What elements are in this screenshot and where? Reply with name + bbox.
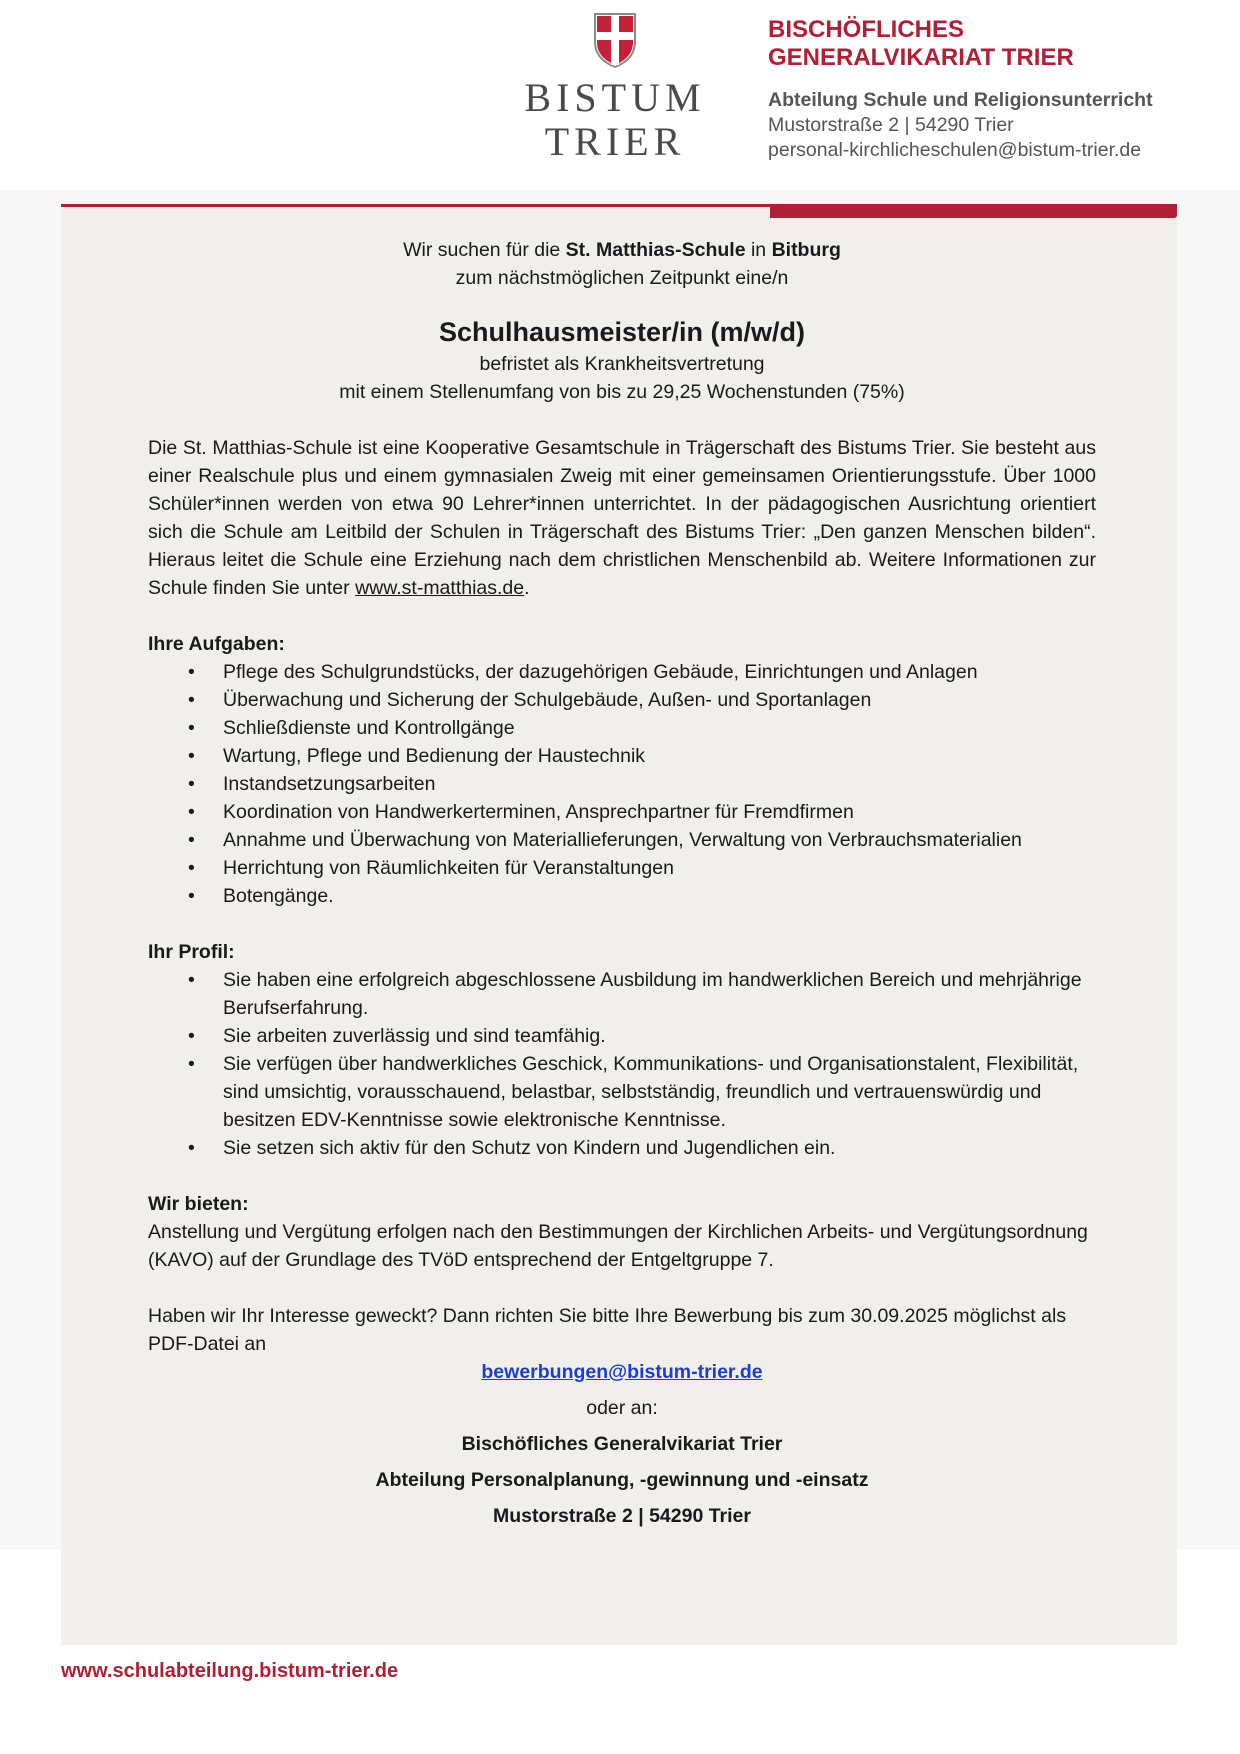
org-address: Mustorstraße 2 | 54290 Trier — [768, 114, 1014, 136]
application-text: Haben wir Ihr Interesse geweckt? Dann richten Sie bitte Ihre Bewerbung bis zum 30.09.2025 möglichst als PDF-Datei an — [148, 1305, 1067, 1355]
bullet-icon: • — [188, 829, 195, 851]
school-name: St. Matthias-Schule — [565, 239, 746, 261]
application-org: Bischöfliches Generalvikariat Trier — [461, 1433, 783, 1455]
list-item: • Sie arbeiten zuverlässig und sind teamfähig. — [148, 1022, 1096, 1050]
bullet-icon: • — [188, 857, 195, 879]
school-description: Die St. Matthias-Schule ist eine Kooperative Gesamtschule in Trägerschaft des Bistums Trier. Sie besteht aus einer Realschule plus und einem gymnasialen Zweig mit einer gemeinsamen Orientierungsstufe. Über 1000 Schüler*innen werden von etwa 90 Lehrer*innen unterrichtet. In der pädagogischen Ausrichtung orientiert sich die Schule am Leitbild der Schulen in Trägerschaft des Bistums Trier: „Den ganzen Menschen bilden“. Hieraus leitet die Schule eine Erziehung nach dem christlichen Menschenbild ab. Weitere Informationen zur Schule finden Sie unter www.st-matthias.de. — [148, 437, 1096, 599]
tasks-heading: Ihre Aufgaben: — [148, 633, 285, 655]
profile-list — [148, 966, 1096, 1162]
header-rule-accent — [770, 204, 1177, 218]
bullet-icon: • — [188, 885, 195, 907]
org-email[interactable]: personal-kirchlicheschulen@bistum-trier.de — [768, 139, 1142, 161]
school-website-link[interactable]: www.st-matthias.de — [355, 577, 525, 599]
shield-cross-icon — [593, 12, 637, 68]
bullet-icon: • — [188, 745, 195, 767]
list-item: • Wartung, Pflege und Bedienung der Haustechnik — [148, 742, 1096, 770]
list-item: • Sie haben eine erfolgreich abgeschlossene Ausbildung im handwerklichen Bereich und mehrjährige Berufserfahrung. — [148, 966, 1096, 1022]
org-title-line1: BISCHÖFLICHES — [768, 16, 965, 43]
offer-text: Anstellung und Vergütung erfolgen nach den Bestimmungen der Kirchlichen Arbeits- und Vergütungsordnung (KAVO) auf der Grundlage des TVöD entsprechend der Entgeltgruppe 7. — [148, 1221, 1088, 1271]
bullet-icon: • — [188, 717, 195, 739]
list-item: • Koordination von Handwerkerterminen, Ansprechpartner für Fremdfirmen — [148, 798, 1096, 826]
bullet-icon: • — [188, 689, 195, 711]
city-name: Bitburg — [771, 239, 841, 261]
application-address: Mustorstraße 2 | 54290 Trier — [493, 1505, 751, 1527]
bistum-logo — [520, 12, 710, 164]
bullet-icon: • — [188, 969, 195, 991]
job-subtitle-2: mit einem Stellenumfang von bis zu 29,25 Wochenstunden (75%) — [339, 381, 905, 403]
application-email-link[interactable]: bewerbungen@bistum-trier.de — [481, 1361, 763, 1383]
application-or: oder an: — [586, 1397, 658, 1419]
bullet-icon: • — [188, 801, 195, 823]
bullet-icon: • — [188, 773, 195, 795]
application-dept: Abteilung Personalplanung, -gewinnung und -einsatz — [375, 1469, 869, 1491]
list-item: • Herrichtung von Räumlichkeiten für Veranstaltungen — [148, 854, 1096, 882]
job-title: Schulhausmeister/in (m/w/d) — [438, 317, 806, 347]
bullet-icon: • — [188, 1137, 195, 1159]
list-item: • Pflege des Schulgrundstücks, der dazugehörigen Gebäude, Einrichtungen und Anlagen — [148, 658, 1096, 686]
bullet-icon: • — [188, 1053, 195, 1075]
org-header — [768, 16, 1198, 163]
brand-name-line1: BISTUM — [524, 75, 706, 120]
intro-line1: Wir suchen für die St. Matthias-Schule in Bitburg — [403, 239, 841, 261]
list-item: • Botengänge. — [148, 882, 1096, 910]
application-email-row — [148, 1358, 1096, 1386]
bullet-icon: • — [188, 1025, 195, 1047]
list-item: • Sie verfügen über handwerkliches Geschick, Kommunikations- und Organisationstalent, Flexibilität, sind umsichtig, vorausschauend, belastbar, selbstständig, freundlich und vertrauenswürdig und besitzen EDV-Kenntnisse sowie elektronische Kenntnisse. — [148, 1050, 1096, 1134]
offer-heading: Wir bieten: — [148, 1193, 249, 1215]
list-item: • Überwachung und Sicherung der Schulgebäude, Außen- und Sportanlagen — [148, 686, 1096, 714]
footer-website-link[interactable]: www.schulabteilung.bistum-trier.de — [61, 1660, 399, 1682]
list-item: • Sie setzen sich aktiv für den Schutz von Kindern und Jugendlichen ein. — [148, 1134, 1096, 1162]
list-item: • Schließdienste und Kontrollgänge — [148, 714, 1096, 742]
brand-name-line2: TRIER — [544, 119, 686, 164]
list-item: • Annahme und Überwachung von Materiallieferungen, Verwaltung von Verbrauchsmaterialien — [148, 826, 1096, 854]
intro-line2: zum nächstmöglichen Zeitpunkt eine/n — [455, 267, 789, 289]
org-department: Abteilung Schule und Religionsunterricht — [768, 89, 1153, 111]
bullet-icon: • — [188, 661, 195, 683]
list-item: • Instandsetzungsarbeiten — [148, 770, 1096, 798]
profile-heading: Ihr Profil: — [148, 941, 235, 963]
tasks-list — [148, 658, 1096, 910]
job-posting — [148, 236, 1096, 1530]
org-title-line2: GENERALVIKARIAT TRIER — [768, 44, 1074, 71]
job-subtitle-1: befristet als Krankheitsvertretung — [479, 353, 765, 375]
